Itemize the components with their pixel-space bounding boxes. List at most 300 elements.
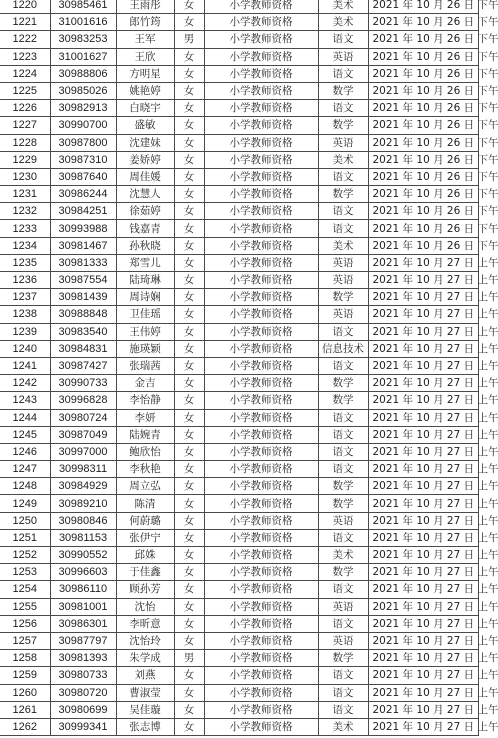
row-number-cell: 1225 [0, 82, 50, 99]
exam-time-cell: 2021 年 10 月 27 日 上午 [368, 650, 478, 667]
row-number-cell: 1222 [0, 31, 50, 48]
exam-time-cell: 2021 年 10 月 27 日 上午 [368, 547, 478, 564]
name-cell: 张伊宁 [116, 529, 174, 546]
name-cell: 吴佳璇 [116, 701, 174, 718]
gender-cell: 女 [174, 186, 204, 203]
table-row [0, 31, 478, 48]
exam-time-cell: 2021 年 10 月 27 日 上午 [368, 598, 478, 615]
gender-cell: 女 [174, 409, 204, 426]
name-cell: 刘燕 [116, 667, 174, 684]
exam-time-cell: 2021 年 10 月 27 日 上午 [368, 272, 478, 289]
table-row [0, 529, 478, 546]
row-number-cell: 1242 [0, 375, 50, 392]
name-cell: 陈清 [116, 495, 174, 512]
qualification-cell: 小学教师资格 [204, 547, 318, 564]
row-number-cell: 1232 [0, 203, 50, 220]
exam-id-cell: 30990700 [50, 117, 116, 134]
name-cell: 顾孙芳 [116, 581, 174, 598]
table-row [0, 426, 478, 443]
qualification-cell: 小学教师资格 [204, 598, 318, 615]
gender-cell: 女 [174, 357, 204, 374]
row-number-cell: 1239 [0, 323, 50, 340]
subject-cell: 语文 [318, 426, 368, 443]
row-number-cell: 1240 [0, 340, 50, 357]
name-cell: 周诗娴 [116, 289, 174, 306]
qualification-cell: 小学教师资格 [204, 632, 318, 649]
exam-time-cell: 2021 年 10 月 27 日 上午 [368, 718, 478, 735]
exam-id-cell: 30987310 [50, 151, 116, 168]
exam-time-cell: 2021 年 10 月 26 日 下午 [368, 134, 478, 151]
subject-cell: 英语 [318, 134, 368, 151]
gender-cell: 女 [174, 529, 204, 546]
row-number-cell: 1254 [0, 581, 50, 598]
table-row [0, 82, 478, 99]
exam-time-cell: 2021 年 10 月 26 日 下午 [368, 237, 478, 254]
subject-cell: 美术 [318, 151, 368, 168]
qualification-cell: 小学教师资格 [204, 203, 318, 220]
qualification-cell: 小学教师资格 [204, 117, 318, 134]
exam-time-cell: 2021 年 10 月 26 日 下午 [368, 117, 478, 134]
exam-id-cell: 30988848 [50, 306, 116, 323]
qualification-cell: 小学教师资格 [204, 667, 318, 684]
exam-id-cell: 30987427 [50, 357, 116, 374]
row-number-cell: 1260 [0, 684, 50, 701]
table-row [0, 684, 478, 701]
subject-cell: 语文 [318, 529, 368, 546]
gender-cell: 女 [174, 718, 204, 735]
table-row [0, 14, 478, 31]
qualification-cell: 小学教师资格 [204, 684, 318, 701]
row-number-cell: 1228 [0, 134, 50, 151]
gender-cell: 女 [174, 512, 204, 529]
exam-time-cell: 2021 年 10 月 27 日 上午 [368, 392, 478, 409]
row-number-cell: 1224 [0, 65, 50, 82]
subject-cell: 数学 [318, 392, 368, 409]
gender-cell: 女 [174, 392, 204, 409]
exam-id-cell: 30981001 [50, 598, 116, 615]
exam-id-cell: 30989210 [50, 495, 116, 512]
exam-id-cell: 30982913 [50, 100, 116, 117]
row-number-cell: 1229 [0, 151, 50, 168]
gender-cell: 女 [174, 547, 204, 564]
exam-time-cell: 2021 年 10 月 27 日 上午 [368, 375, 478, 392]
name-cell: 朱学成 [116, 650, 174, 667]
exam-time-cell: 2021 年 10 月 26 日 下午 [368, 65, 478, 82]
table-row [0, 598, 478, 615]
exam-time-cell: 2021 年 10 月 26 日 下午 [368, 0, 478, 14]
row-number-cell: 1241 [0, 357, 50, 374]
exam-time-cell: 2021 年 10 月 27 日 上午 [368, 529, 478, 546]
name-cell: 何蔚璐 [116, 512, 174, 529]
gender-cell: 女 [174, 581, 204, 598]
table-row [0, 650, 478, 667]
subject-cell: 美术 [318, 0, 368, 14]
subject-cell: 语文 [318, 65, 368, 82]
gender-cell: 女 [174, 272, 204, 289]
subject-cell: 数学 [318, 478, 368, 495]
exam-time-cell: 2021 年 10 月 27 日 上午 [368, 443, 478, 460]
table-row [0, 512, 478, 529]
qualification-cell: 小学教师资格 [204, 134, 318, 151]
subject-cell: 英语 [318, 306, 368, 323]
gender-cell: 女 [174, 0, 204, 14]
exam-time-cell: 2021 年 10 月 27 日 上午 [368, 564, 478, 581]
exam-id-cell: 31001627 [50, 48, 116, 65]
qualification-cell: 小学教师资格 [204, 48, 318, 65]
name-cell: 盛敏 [116, 117, 174, 134]
qualification-cell: 小学教师资格 [204, 0, 318, 14]
subject-cell: 语文 [318, 615, 368, 632]
qualification-cell: 小学教师资格 [204, 461, 318, 478]
table-row [0, 615, 478, 632]
exam-id-cell: 30990552 [50, 547, 116, 564]
exam-time-cell: 2021 年 10 月 27 日 上午 [368, 340, 478, 357]
gender-cell: 女 [174, 461, 204, 478]
subject-cell: 语文 [318, 220, 368, 237]
qualification-cell: 小学教师资格 [204, 392, 318, 409]
table-row [0, 581, 478, 598]
name-cell: 沈慧人 [116, 186, 174, 203]
gender-cell: 女 [174, 48, 204, 65]
qualification-cell: 小学教师资格 [204, 564, 318, 581]
qualification-cell: 小学教师资格 [204, 306, 318, 323]
row-number-cell: 1259 [0, 667, 50, 684]
name-cell: 钱嘉青 [116, 220, 174, 237]
table-row [0, 220, 478, 237]
row-number-cell: 1236 [0, 272, 50, 289]
row-number-cell: 1248 [0, 478, 50, 495]
gender-cell: 女 [174, 134, 204, 151]
exam-time-cell: 2021 年 10 月 27 日 上午 [368, 667, 478, 684]
qualification-cell: 小学教师资格 [204, 82, 318, 99]
name-cell: 白晓宇 [116, 100, 174, 117]
exam-time-cell: 2021 年 10 月 27 日 上午 [368, 512, 478, 529]
row-number-cell: 1250 [0, 512, 50, 529]
table-row [0, 237, 478, 254]
subject-cell: 美术 [318, 14, 368, 31]
exam-id-cell: 30986110 [50, 581, 116, 598]
name-cell: 周立弘 [116, 478, 174, 495]
row-number-cell: 1233 [0, 220, 50, 237]
exam-time-cell: 2021 年 10 月 27 日 上午 [368, 323, 478, 340]
name-cell: 徐茹婷 [116, 203, 174, 220]
exam-id-cell: 30981153 [50, 529, 116, 546]
name-cell: 郎竹筠 [116, 14, 174, 31]
gender-cell: 女 [174, 478, 204, 495]
gender-cell: 女 [174, 117, 204, 134]
row-number-cell: 1261 [0, 701, 50, 718]
row-number-cell: 1245 [0, 426, 50, 443]
row-number-cell: 1230 [0, 168, 50, 185]
qualification-cell: 小学教师资格 [204, 615, 318, 632]
exam-time-cell: 2021 年 10 月 26 日 下午 [368, 82, 478, 99]
qualification-cell: 小学教师资格 [204, 443, 318, 460]
table-row [0, 117, 478, 134]
exam-time-cell: 2021 年 10 月 26 日 下午 [368, 168, 478, 185]
exam-id-cell: 30983253 [50, 31, 116, 48]
gender-cell: 女 [174, 443, 204, 460]
exam-id-cell: 30987554 [50, 272, 116, 289]
row-number-cell: 1256 [0, 615, 50, 632]
exam-time-cell: 2021 年 10 月 27 日 上午 [368, 289, 478, 306]
table-row [0, 100, 478, 117]
gender-cell: 女 [174, 375, 204, 392]
gender-cell: 女 [174, 168, 204, 185]
table-row [0, 151, 478, 168]
gender-cell: 女 [174, 632, 204, 649]
exam-id-cell: 30981467 [50, 237, 116, 254]
exam-time-cell: 2021 年 10 月 27 日 上午 [368, 357, 478, 374]
qualification-cell: 小学教师资格 [204, 272, 318, 289]
table-row [0, 718, 478, 735]
qualification-cell: 小学教师资格 [204, 375, 318, 392]
subject-cell: 英语 [318, 272, 368, 289]
row-number-cell: 1238 [0, 306, 50, 323]
exam-time-cell: 2021 年 10 月 26 日 下午 [368, 100, 478, 117]
gender-cell: 女 [174, 254, 204, 271]
exam-id-cell: 30993988 [50, 220, 116, 237]
subject-cell: 语文 [318, 31, 368, 48]
subject-cell: 美术 [318, 718, 368, 735]
gender-cell: 女 [174, 340, 204, 357]
exam-time-cell: 2021 年 10 月 27 日 上午 [368, 684, 478, 701]
name-cell: 陆琦琳 [116, 272, 174, 289]
table-row [0, 340, 478, 357]
row-number-cell: 1226 [0, 100, 50, 117]
exam-id-cell: 30984929 [50, 478, 116, 495]
qualification-cell: 小学教师资格 [204, 581, 318, 598]
table-row [0, 186, 478, 203]
exam-id-cell: 30980699 [50, 701, 116, 718]
name-cell: 姜娇婷 [116, 151, 174, 168]
exam-time-cell: 2021 年 10 月 26 日 下午 [368, 186, 478, 203]
table-row [0, 632, 478, 649]
subject-cell: 语文 [318, 323, 368, 340]
name-cell: 王欣 [116, 48, 174, 65]
subject-cell: 语文 [318, 701, 368, 718]
gender-cell: 女 [174, 667, 204, 684]
gender-cell: 女 [174, 615, 204, 632]
gender-cell: 女 [174, 426, 204, 443]
subject-cell: 语文 [318, 461, 368, 478]
qualification-cell: 小学教师资格 [204, 495, 318, 512]
gender-cell: 女 [174, 65, 204, 82]
name-cell: 郑雪儿 [116, 254, 174, 271]
subject-cell: 英语 [318, 598, 368, 615]
name-cell: 鲍欣怡 [116, 443, 174, 460]
exam-id-cell: 30980720 [50, 684, 116, 701]
name-cell: 李秋艳 [116, 461, 174, 478]
subject-cell: 数学 [318, 117, 368, 134]
name-cell: 李怡静 [116, 392, 174, 409]
subject-cell: 数学 [318, 495, 368, 512]
gender-cell: 女 [174, 100, 204, 117]
qualification-cell: 小学教师资格 [204, 409, 318, 426]
subject-cell: 美术 [318, 547, 368, 564]
gender-cell: 女 [174, 237, 204, 254]
row-number-cell: 1255 [0, 598, 50, 615]
name-cell: 邱姝 [116, 547, 174, 564]
row-number-cell: 1243 [0, 392, 50, 409]
name-cell: 方明星 [116, 65, 174, 82]
table-row [0, 443, 478, 460]
qualification-cell: 小学教师资格 [204, 340, 318, 357]
exam-id-cell: 30980724 [50, 409, 116, 426]
name-cell: 施瑛颖 [116, 340, 174, 357]
exam-time-cell: 2021 年 10 月 26 日 下午 [368, 203, 478, 220]
qualification-cell: 小学教师资格 [204, 357, 318, 374]
exam-id-cell: 30997000 [50, 443, 116, 460]
row-number-cell: 1220 [0, 0, 50, 14]
subject-cell: 语文 [318, 409, 368, 426]
subject-cell: 美术 [318, 237, 368, 254]
gender-cell: 女 [174, 289, 204, 306]
name-cell: 于佳鑫 [116, 564, 174, 581]
qualification-cell: 小学教师资格 [204, 65, 318, 82]
qualification-cell: 小学教师资格 [204, 31, 318, 48]
qualification-cell: 小学教师资格 [204, 512, 318, 529]
qualification-cell: 小学教师资格 [204, 151, 318, 168]
row-number-cell: 1262 [0, 718, 50, 735]
qualification-cell: 小学教师资格 [204, 426, 318, 443]
exam-id-cell: 30996828 [50, 392, 116, 409]
row-number-cell: 1237 [0, 289, 50, 306]
gender-cell: 女 [174, 14, 204, 31]
subject-cell: 语文 [318, 684, 368, 701]
subject-cell: 数学 [318, 289, 368, 306]
exam-id-cell: 30987049 [50, 426, 116, 443]
qualification-cell: 小学教师资格 [204, 220, 318, 237]
subject-cell: 语文 [318, 357, 368, 374]
exam-id-cell: 30980846 [50, 512, 116, 529]
row-number-cell: 1246 [0, 443, 50, 460]
exam-time-cell: 2021 年 10 月 27 日 上午 [368, 254, 478, 271]
row-number-cell: 1252 [0, 547, 50, 564]
gender-cell: 女 [174, 564, 204, 581]
exam-time-cell: 2021 年 10 月 27 日 上午 [368, 632, 478, 649]
subject-cell: 英语 [318, 254, 368, 271]
exam-id-cell: 30981333 [50, 254, 116, 271]
table-row [0, 564, 478, 581]
name-cell: 王雨彤 [116, 0, 174, 14]
gender-cell: 女 [174, 684, 204, 701]
subject-cell: 数学 [318, 375, 368, 392]
table-row [0, 357, 478, 374]
qualification-cell: 小学教师资格 [204, 254, 318, 271]
exam-time-cell: 2021 年 10 月 26 日 下午 [368, 220, 478, 237]
name-cell: 张志博 [116, 718, 174, 735]
exam-time-cell: 2021 年 10 月 26 日 下午 [368, 14, 478, 31]
table-row [0, 375, 478, 392]
row-number-cell: 1244 [0, 409, 50, 426]
name-cell: 孙秋晓 [116, 237, 174, 254]
name-cell: 沈建妹 [116, 134, 174, 151]
subject-cell: 信息技术 [318, 340, 368, 357]
qualification-cell: 小学教师资格 [204, 168, 318, 185]
gender-cell: 女 [174, 203, 204, 220]
row-number-cell: 1258 [0, 650, 50, 667]
table-row [0, 701, 478, 718]
row-number-cell: 1227 [0, 117, 50, 134]
name-cell: 卫佳瑶 [116, 306, 174, 323]
exam-id-cell: 30984831 [50, 340, 116, 357]
table-row [0, 254, 478, 271]
qualification-cell: 小学教师资格 [204, 289, 318, 306]
exam-time-cell: 2021 年 10 月 26 日 下午 [368, 31, 478, 48]
subject-cell: 语文 [318, 168, 368, 185]
exam-time-cell: 2021 年 10 月 26 日 下午 [368, 48, 478, 65]
name-cell: 李妍 [116, 409, 174, 426]
table-row [0, 168, 478, 185]
subject-cell: 语文 [318, 100, 368, 117]
qualification-cell: 小学教师资格 [204, 718, 318, 735]
name-cell: 王军 [116, 31, 174, 48]
subject-cell: 语文 [318, 443, 368, 460]
name-cell: 陆婉青 [116, 426, 174, 443]
exam-id-cell: 30990733 [50, 375, 116, 392]
exam-time-cell: 2021 年 10 月 27 日 上午 [368, 615, 478, 632]
row-number-cell: 1231 [0, 186, 50, 203]
subject-cell: 语文 [318, 667, 368, 684]
subject-cell: 语文 [318, 203, 368, 220]
name-cell: 姚艳婷 [116, 82, 174, 99]
exam-time-cell: 2021 年 10 月 27 日 上午 [368, 461, 478, 478]
table-row [0, 203, 478, 220]
qualification-cell: 小学教师资格 [204, 478, 318, 495]
table-row [0, 409, 478, 426]
table-row [0, 0, 478, 14]
gender-cell: 女 [174, 701, 204, 718]
exam-time-cell: 2021 年 10 月 26 日 下午 [368, 151, 478, 168]
table-row [0, 65, 478, 82]
qualification-cell: 小学教师资格 [204, 701, 318, 718]
exam-time-cell: 2021 年 10 月 27 日 上午 [368, 426, 478, 443]
subject-cell: 英语 [318, 632, 368, 649]
row-number-cell: 1234 [0, 237, 50, 254]
qualification-cell: 小学教师资格 [204, 237, 318, 254]
exam-id-cell: 30983540 [50, 323, 116, 340]
gender-cell: 女 [174, 151, 204, 168]
row-number-cell: 1223 [0, 48, 50, 65]
subject-cell: 数学 [318, 186, 368, 203]
gender-cell: 男 [174, 31, 204, 48]
exam-time-cell: 2021 年 10 月 27 日 上午 [368, 409, 478, 426]
table-row [0, 134, 478, 151]
table-row [0, 478, 478, 495]
exam-id-cell: 30980733 [50, 667, 116, 684]
name-cell: 张瑞茜 [116, 357, 174, 374]
exam-id-cell: 30985026 [50, 82, 116, 99]
gender-cell: 男 [174, 650, 204, 667]
name-cell: 李昕意 [116, 615, 174, 632]
qualification-cell: 小学教师资格 [204, 529, 318, 546]
row-number-cell: 1257 [0, 632, 50, 649]
row-number-cell: 1235 [0, 254, 50, 271]
exam-id-cell: 31001616 [50, 14, 116, 31]
subject-cell: 数学 [318, 564, 368, 581]
table-row [0, 495, 478, 512]
subject-cell: 英语 [318, 512, 368, 529]
table-row [0, 48, 478, 65]
exam-id-cell: 30986244 [50, 186, 116, 203]
gender-cell: 女 [174, 598, 204, 615]
exam-time-cell: 2021 年 10 月 27 日 上午 [368, 478, 478, 495]
qualification-cell: 小学教师资格 [204, 100, 318, 117]
table-row [0, 289, 478, 306]
qualification-cell: 小学教师资格 [204, 650, 318, 667]
subject-cell: 数学 [318, 82, 368, 99]
qualification-cell: 小学教师资格 [204, 14, 318, 31]
